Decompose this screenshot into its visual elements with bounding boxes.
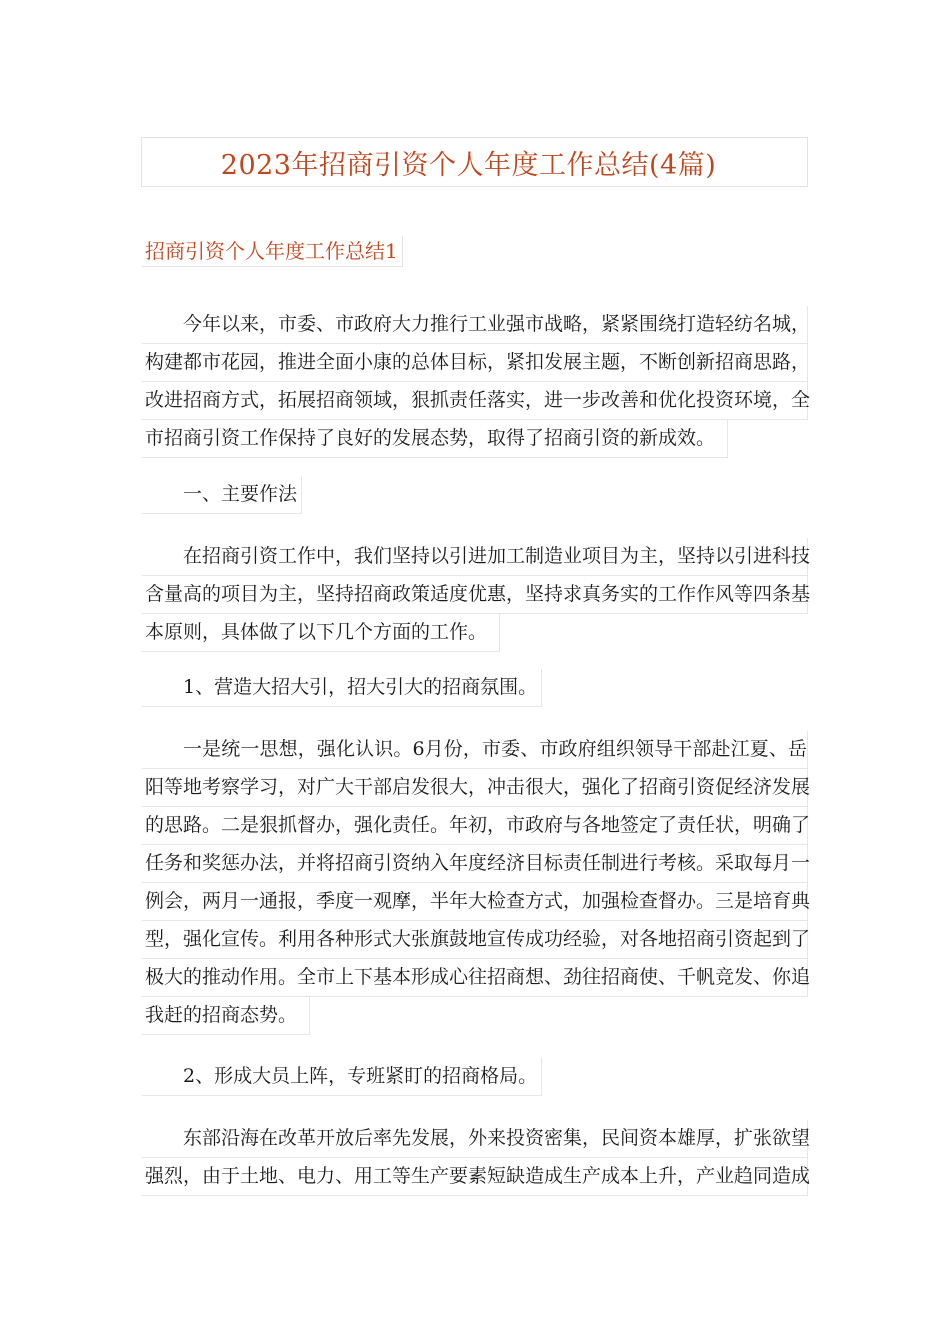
section-title: 招商引资个人年度工作总结1 xyxy=(142,236,403,267)
paragraph-4 xyxy=(142,1120,811,1196)
paragraph-line: 东部沿海在改革开放后率先发展，外来投资密集，民间资本雄厚，扩张欲望 xyxy=(142,1120,808,1158)
paragraph-line: 构建都市花园，推进全面小康的总体目标，紧扣发展主题，不断创新招商思路， xyxy=(142,344,808,382)
heading-main-practices: 一、主要作法 xyxy=(142,476,302,514)
paragraph-line: 含量高的项目为主，坚持招商政策适度优惠，坚持求真务实的工作作风等四条基 xyxy=(142,576,808,614)
paragraph-line: 任务和奖惩办法，并将招商引资纳入年度经济目标责任制进行考核。采取每月一 xyxy=(142,845,808,883)
paragraph-1 xyxy=(142,306,811,458)
paragraph-line: 阳等地考察学习，对广大干部启发很大，冲击很大，强化了招商引资促经济发展 xyxy=(142,769,808,807)
heading-item-1: 1、营造大招大引，招大引大的招商氛围。 xyxy=(142,669,542,707)
document-title: 2023年招商引资个人年度工作总结(4篇) xyxy=(220,149,717,181)
paragraph-line: 强烈，由于土地、电力、用工等生产要素短缺造成生产成本上升，产业趋同造成 xyxy=(142,1158,808,1196)
paragraph-2 xyxy=(142,538,811,652)
paragraph-line: 在招商引资工作中，我们坚持以引进加工制造业项目为主，坚持以引进科技 xyxy=(142,538,808,576)
paragraph-line: 我赶的招商态势。 xyxy=(142,997,310,1035)
paragraph-line: 的思路。二是狠抓督办，强化责任。年初，市政府与各地签定了责任状，明确了 xyxy=(142,807,808,845)
paragraph-line: 极大的推动作用。全市上下基本形成心往招商想、劲往招商使、千帆竞发、你追 xyxy=(142,959,808,997)
heading-item-2: 2、形成大员上阵，专班紧盯的招商格局。 xyxy=(142,1058,542,1096)
paragraph-line: 例会，两月一通报，季度一观摩，半年大检查方式，加强检查督办。三是培育典 xyxy=(142,883,808,921)
paragraph-line: 改进招商方式，拓展招商领域，狠抓责任落实，进一步改善和优化投资环境，全 xyxy=(142,382,808,420)
paragraph-line: 今年以来，市委、市政府大力推行工业强市战略，紧紧围绕打造轻纺名城， xyxy=(142,306,808,344)
paragraph-3 xyxy=(142,731,811,1035)
paragraph-line: 一是统一思想，强化认识。6月份，市委、市政府组织领导干部赴江夏、岳 xyxy=(142,731,808,769)
title-box xyxy=(141,137,808,187)
paragraph-line: 市招商引资工作保持了良好的发展态势，取得了招商引资的新成效。 xyxy=(142,420,728,458)
paragraph-line: 本原则，具体做了以下几个方面的工作。 xyxy=(142,614,500,652)
paragraph-line: 型，强化宣传。利用各种形式大张旗鼓地宣传成功经验，对各地招商引资起到了 xyxy=(142,921,808,959)
